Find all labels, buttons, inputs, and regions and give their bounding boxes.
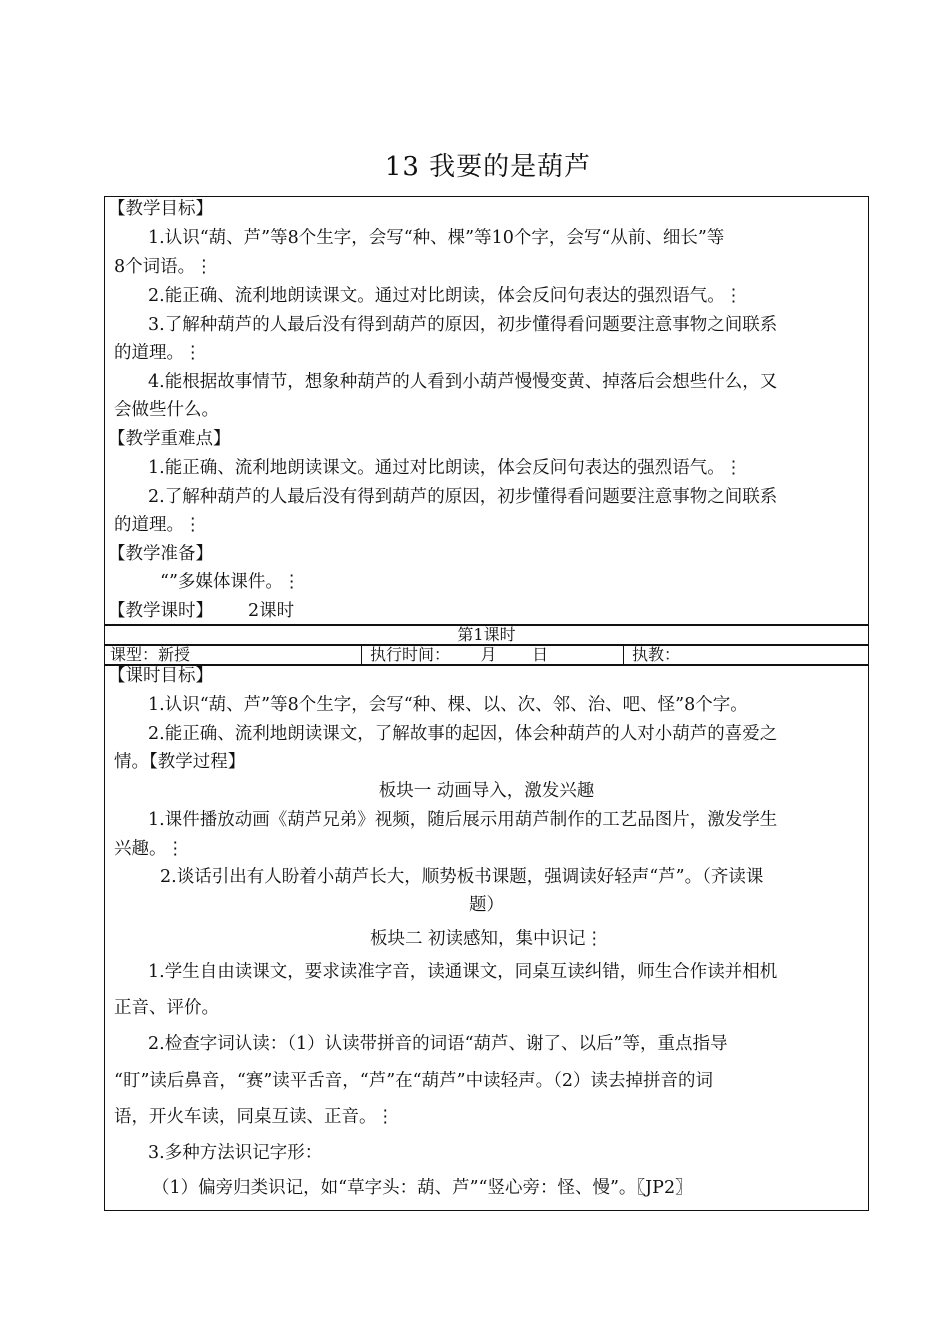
- lesson-goal-2-line-2: 情。【教学过程】: [114, 752, 246, 772]
- block-2-item-2-line-2: “盯”读后鼻音，“赛”读平舌音，“芦”在“葫芦”中读轻声。（2）读去掉拼音的词: [114, 1071, 713, 1091]
- block-1-item-1-line-2: 兴趣。⋮: [114, 839, 184, 859]
- goal-3-line-1: 3.了解种葫芦的人最后没有得到葫芦的原因，初步懂得看问题要注意事物之间联系: [148, 315, 778, 335]
- key-point-2-line-1: 2.了解种葫芦的人最后没有得到葫芦的原因，初步懂得看问题要注意事物之间联系: [148, 487, 778, 507]
- execution-time: 执行时间： 月 日: [370, 645, 549, 664]
- info-divider-2: [623, 645, 624, 665]
- preparation-text: “”多媒体课件。⋮: [160, 572, 301, 592]
- block-1-item-2-line-1: 2.谈话引出有人盼着小葫芦长大，顺势板书课题，强调读好轻声“芦”。（齐读课: [160, 867, 764, 887]
- key-point-2-line-2: 的道理。⋮: [114, 515, 202, 535]
- goal-4-line-1: 4.能根据故事情节，想象种葫芦的人看到小葫芦慢慢变黄、掉落后会想些什么，又: [148, 372, 778, 392]
- block-2-item-1-line-1: 1.学生自由读课文，要求读准字音，读通课文，同桌互读纠错，师生合作读并相机: [148, 962, 778, 982]
- lesson-goal-2-line-1: 2.能正确、流利地朗读课文，了解故事的起因，体会种葫芦的人对小葫芦的喜爱之: [148, 724, 778, 744]
- goal-1-line-1: 1.认识“葫、芦”等8个生字，会写“种、棵”等10个字，会写“从前、细长”等: [148, 228, 725, 248]
- preparation-heading: 【教学准备】: [108, 544, 213, 564]
- block-1-title: 板块一 动画导入，激发兴趣: [378, 781, 595, 801]
- block-1-item-1-line-1: 1.课件播放动画《葫芦兄弟》视频，随后展示用葫芦制作的工艺品图片，激发学生: [148, 810, 778, 830]
- period-label: 第1课时: [457, 625, 516, 644]
- document-title: 13 我要的是葫芦: [384, 152, 592, 182]
- block-2-item-3-sub-1: （1）偏旁归类识记，如“草字头：葫、芦”“竖心旁：怪、慢”。〖JP2〗: [152, 1178, 693, 1198]
- goal-4-line-2: 会做些什么。: [114, 400, 219, 420]
- teacher-label: 执教：: [632, 645, 681, 664]
- goals-heading: 【教学目标】: [108, 199, 213, 219]
- block-2-item-2-line-3: 语，开火车读，同桌互读、正音。⋮: [114, 1107, 394, 1127]
- block-2-item-1-line-2: 正音、评价。: [114, 998, 219, 1018]
- goal-2: 2.能正确、流利地朗读课文。通过对比朗读，体会反问句表达的强烈语气。⋮: [148, 286, 743, 306]
- block-2-item-2-line-1: 2.检查字词认读：（1）认读带拼音的词语“葫芦、谢了、以后”等，重点指导: [148, 1034, 728, 1054]
- class-hours-value: 2课时: [248, 601, 295, 621]
- class-hours-heading: 【教学课时】: [108, 601, 213, 621]
- lesson-type: 课型：新授: [110, 645, 191, 664]
- key-points-heading: 【教学重难点】: [108, 429, 231, 449]
- block-1-item-2-line-2: 题）: [469, 895, 504, 915]
- lesson-goal-heading: 【课时目标】: [108, 666, 213, 686]
- lesson-goal-1: 1.认识“葫、芦”等8个生字，会写“种、棵、以、次、邻、治、吧、怪”8个字。: [148, 695, 748, 715]
- goal-1-line-2: 8个词语。⋮: [114, 257, 213, 277]
- info-divider-1: [361, 645, 362, 665]
- block-2-item-3: 3.多种方法识记字形：: [148, 1143, 323, 1163]
- goal-3-line-2: 的道理。⋮: [114, 343, 202, 363]
- block-2-title: 板块二 初读感知，集中识记⋮: [369, 929, 604, 949]
- key-point-1: 1.能正确、流利地朗读课文。通过对比朗读，体会反问句表达的强烈语气。⋮: [148, 458, 743, 478]
